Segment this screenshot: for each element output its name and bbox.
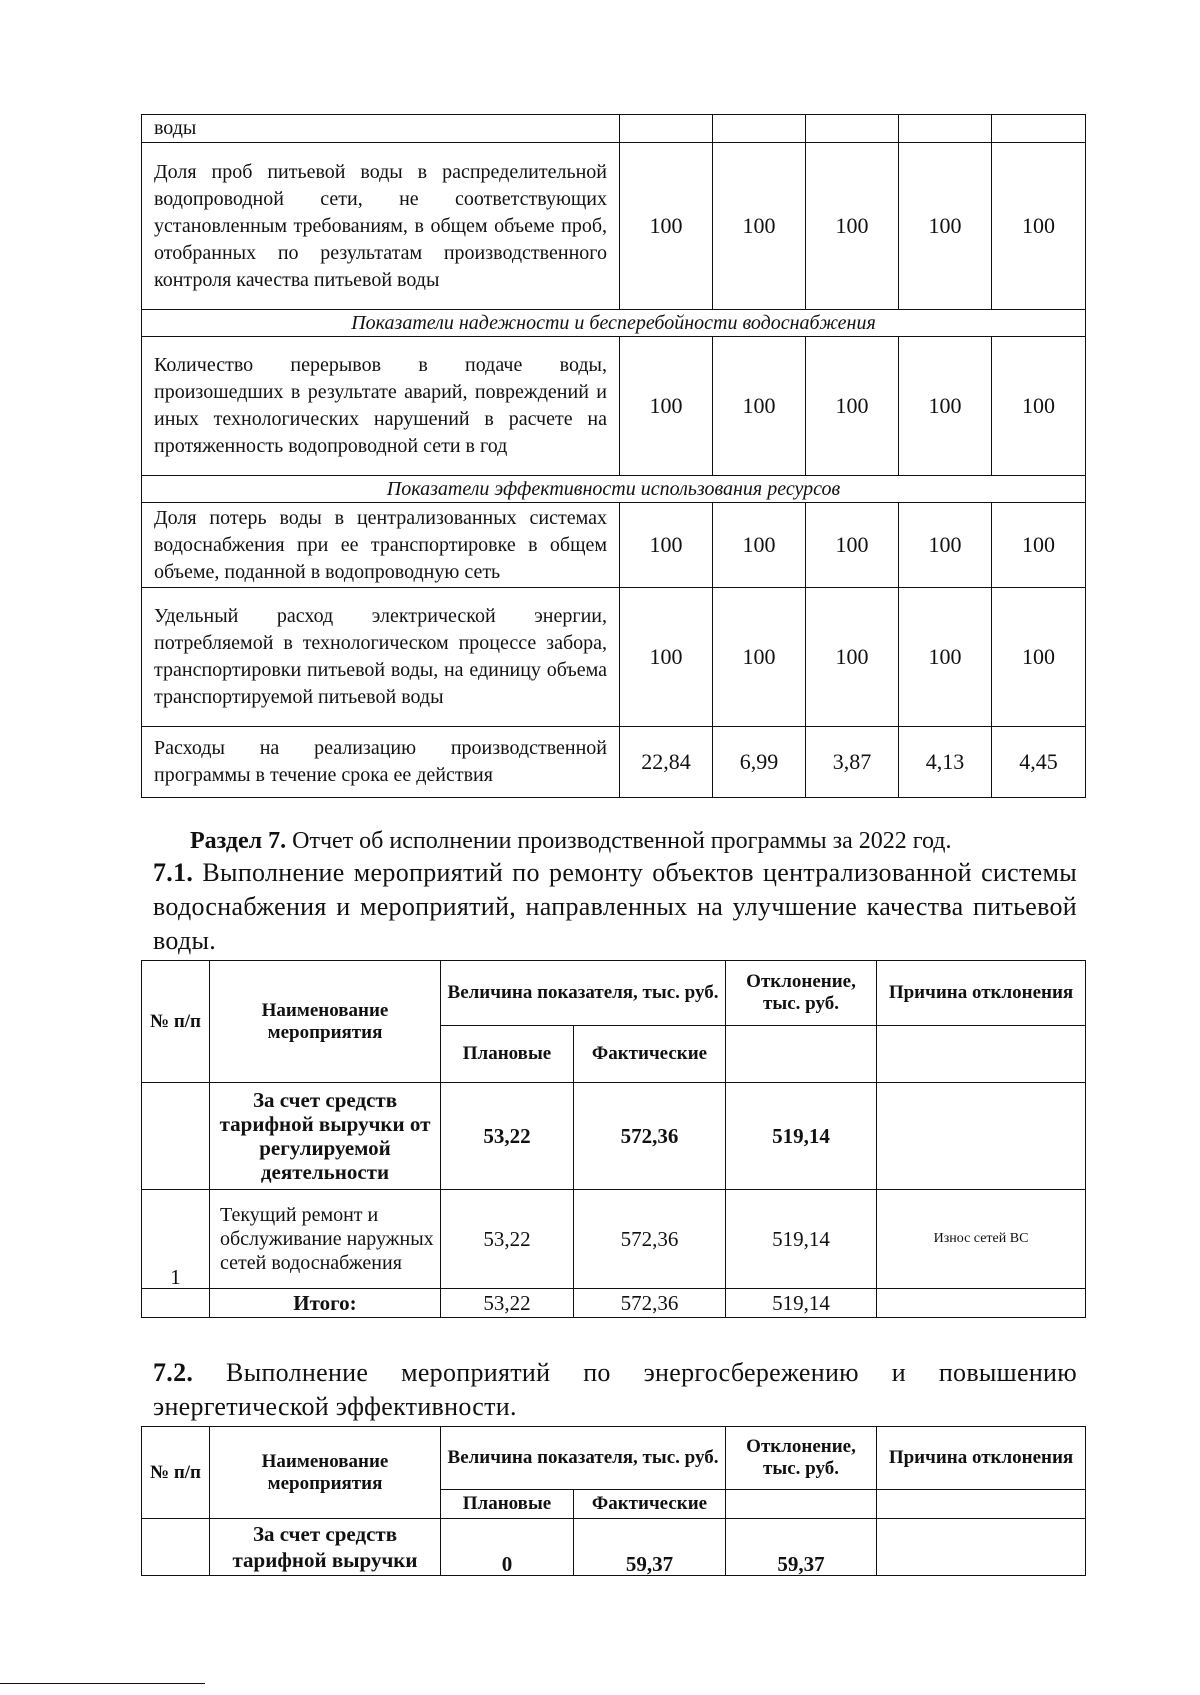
- indicator-value: 100: [713, 588, 806, 727]
- indicator-value: 100: [899, 503, 992, 588]
- indicator-value: 100: [713, 143, 806, 310]
- paragraph-7-2: [153, 1356, 1077, 1424]
- indicator-value: [620, 115, 713, 143]
- indicator-value: 100: [620, 337, 713, 476]
- indicator-value: 100: [992, 337, 1086, 476]
- indicator-value: 4,13: [899, 727, 992, 798]
- row-deviation: 519,14: [726, 1190, 877, 1289]
- indicator-value: 100: [992, 588, 1086, 727]
- table-7-1: [141, 960, 1086, 1318]
- row-name: За счет средств тарифной выручки: [210, 1519, 441, 1576]
- indicator-value: 100: [806, 337, 899, 476]
- section-heading-text: Отчет об исполнении производственной программы за 2022 год.: [286, 828, 952, 854]
- indicator-label: Расходы на реализацию производственной программы в течение срока ее действия: [142, 727, 620, 798]
- indicator-value: 22,84: [620, 727, 713, 798]
- header-plan: Плановые: [441, 1490, 574, 1519]
- paragraph-7-1: [153, 856, 1077, 958]
- row-reason: Износ сетей ВС: [877, 1190, 1086, 1289]
- paragraph-text: Выполнение мероприятий по ремонту объектов централизованной системы водоснабжения и мероприятий, направленных на улучшение качества питьевой воды.: [153, 858, 1077, 955]
- table-row: [142, 337, 1086, 476]
- indicator-value: 100: [713, 337, 806, 476]
- header-name: Наименование мероприятия: [210, 961, 441, 1083]
- row-reason: [877, 1519, 1086, 1576]
- indicator-value: 100: [806, 503, 899, 588]
- row-name: За счет средств тарифной выручки от регулируемой деятельности: [210, 1083, 441, 1190]
- paragraph-text: Выполнение мероприятий по энергосбережению и повышению энергетической эффективности.: [153, 1358, 1077, 1421]
- header-value: Величина показателя, тыс. руб.: [441, 961, 726, 1026]
- header-value: Величина показателя, тыс. руб.: [441, 1427, 726, 1490]
- empty-cell: [142, 1083, 210, 1190]
- table-row: [142, 1190, 1086, 1289]
- indicator-value: 100: [992, 503, 1086, 588]
- total-fact: 572,36: [574, 1289, 726, 1318]
- header-deviation: Отклонение, тыс. руб.: [726, 1427, 877, 1490]
- row-plan: 0: [441, 1519, 574, 1576]
- row-num: 1: [142, 1190, 210, 1289]
- indicator-label: Доля потерь воды в централизованных системах водоснабжения при ее транспортировке в общем объеме, поданной в водопроводную сеть: [142, 503, 620, 588]
- row-plan: 53,22: [441, 1083, 574, 1190]
- footnote-divider: [0, 1683, 205, 1684]
- header-num: № п/п: [142, 961, 210, 1083]
- section-title: Показатели эффективности использования ресурсов: [142, 476, 1086, 503]
- header-row: [142, 961, 1086, 1026]
- section-row: [142, 476, 1086, 503]
- row-reason: [877, 1083, 1086, 1190]
- indicator-value: 4,45: [992, 727, 1086, 798]
- indicator-value: 100: [620, 588, 713, 727]
- table-row: [142, 503, 1086, 588]
- table-row: [142, 115, 1086, 143]
- header-deviation: Отклонение, тыс. руб.: [726, 961, 877, 1026]
- indicator-value: [992, 115, 1086, 143]
- indicator-label: Доля проб питьевой воды в распределительной водопроводной сети, не соответствующих установленным требованиям, в общем объеме проб, отобранных по результатам производственного контроля качества питьевой воды: [142, 143, 620, 310]
- empty-cell: [142, 1519, 210, 1576]
- indicator-label: Удельный расход электрической энергии, потребляемой в технологическом процессе забора, транспортировки питьевой воды, на единицу объема транспортируемой питьевой воды: [142, 588, 620, 727]
- indicator-value: 100: [806, 143, 899, 310]
- paragraph-number: 7.2.: [153, 1358, 194, 1387]
- row-plan: 53,22: [441, 1190, 574, 1289]
- header-row: [142, 1427, 1086, 1490]
- header-fact: Фактические: [574, 1026, 726, 1083]
- indicator-value: 100: [713, 503, 806, 588]
- section-heading-number: Раздел 7.: [190, 828, 287, 854]
- row-fact: 572,36: [574, 1190, 726, 1289]
- empty-cell: [142, 1289, 210, 1318]
- total-label: Итого:: [210, 1289, 441, 1318]
- indicator-value: 6,99: [713, 727, 806, 798]
- empty-cell: [877, 1026, 1086, 1083]
- empty-cell: [726, 1490, 877, 1519]
- indicator-value: 100: [899, 337, 992, 476]
- paragraph-number: 7.1.: [153, 858, 194, 887]
- indicator-value: 100: [620, 503, 713, 588]
- row-deviation: 59,37: [726, 1519, 877, 1576]
- header-num: № п/п: [142, 1427, 210, 1519]
- header-name: Наименование мероприятия: [210, 1427, 441, 1519]
- empty-cell: [726, 1026, 877, 1083]
- indicator-value: 3,87: [806, 727, 899, 798]
- row-fact: 59,37: [574, 1519, 726, 1576]
- indicator-value: [899, 115, 992, 143]
- empty-cell: [877, 1490, 1086, 1519]
- section-heading: [190, 828, 952, 855]
- total-reason: [877, 1289, 1086, 1318]
- indicator-label: воды: [142, 115, 620, 143]
- indicator-value: 100: [620, 143, 713, 310]
- indicator-value: 100: [992, 143, 1086, 310]
- table-row: [142, 1519, 1086, 1576]
- section-title: Показатели надежности и бесперебойности водоснабжения: [142, 310, 1086, 337]
- table-7-2: [141, 1426, 1086, 1576]
- indicator-value: [806, 115, 899, 143]
- table-row: [142, 588, 1086, 727]
- header-reason: Причина отклонения: [877, 1427, 1086, 1490]
- row-fact: 572,36: [574, 1083, 726, 1190]
- indicator-value: 100: [899, 588, 992, 727]
- row-name: Текущий ремонт и обслуживание наружных сетей водоснабжения: [210, 1190, 441, 1289]
- header-reason: Причина отклонения: [877, 961, 1086, 1026]
- header-plan: Плановые: [441, 1026, 574, 1083]
- total-plan: 53,22: [441, 1289, 574, 1318]
- indicator-value: 100: [806, 588, 899, 727]
- indicators-table: [141, 114, 1086, 798]
- section-row: [142, 310, 1086, 337]
- total-deviation: 519,14: [726, 1289, 877, 1318]
- table-row: [142, 1083, 1086, 1190]
- table-row: [142, 143, 1086, 310]
- indicator-value: [713, 115, 806, 143]
- indicator-label: Количество перерывов в подаче воды, произошедших в результате аварий, повреждений и иных технологических нарушений в расчете на протяженность водопроводной сети в год: [142, 337, 620, 476]
- header-fact: Фактические: [574, 1490, 726, 1519]
- indicator-value: 100: [899, 143, 992, 310]
- row-deviation: 519,14: [726, 1083, 877, 1190]
- table-row: [142, 727, 1086, 798]
- total-row: [142, 1289, 1086, 1318]
